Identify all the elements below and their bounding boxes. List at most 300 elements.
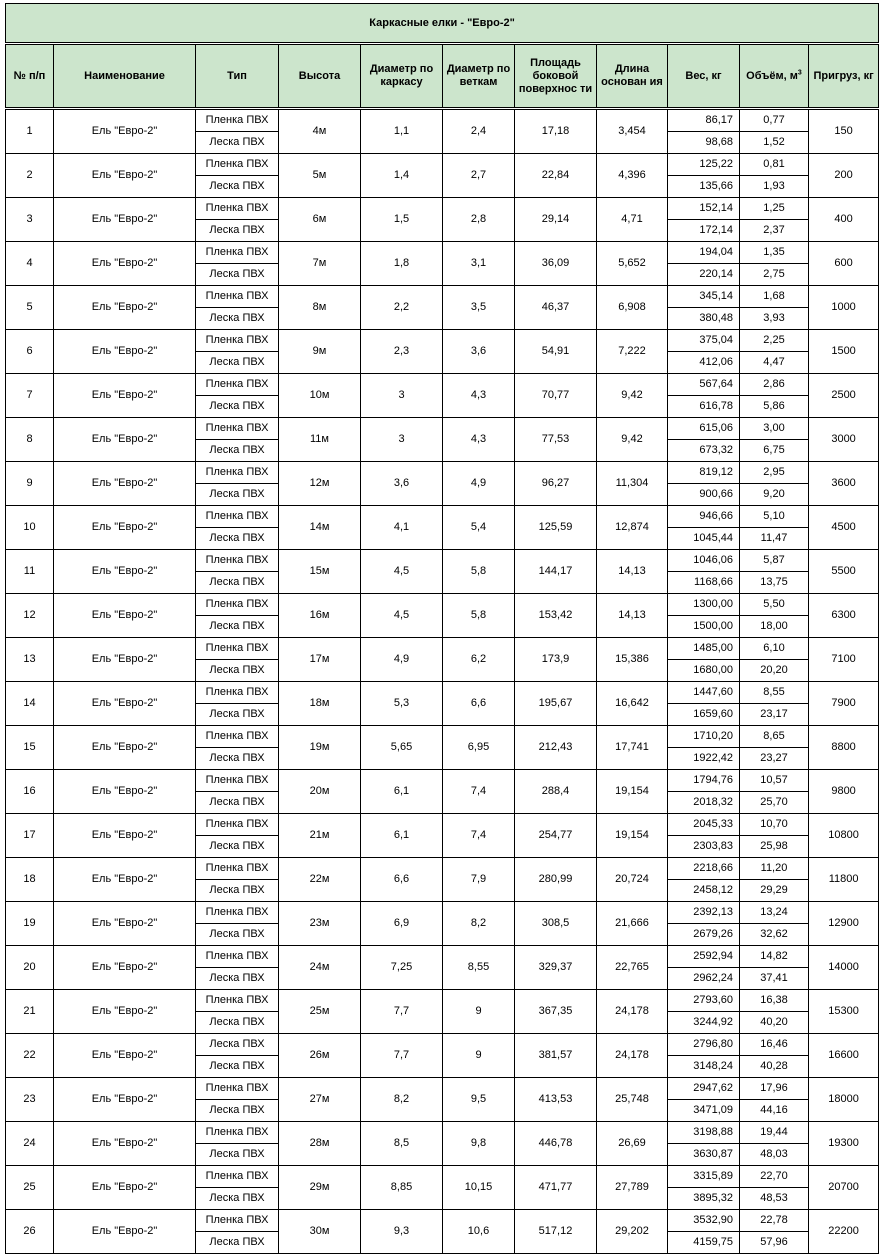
row-name: Ель "Евро-2" [54,726,196,770]
row-diameter-frame: 3 [361,374,443,418]
row-area: 254,77 [515,814,597,858]
row-height: 12м [279,462,361,506]
row-volume-film: 5,50 [740,594,809,616]
row-type-film: Пленка ПВХ [196,594,279,616]
row-height: 17м [279,638,361,682]
row-type-line: Леска ПВХ [196,528,279,550]
row-weight-line: 1045,44 [668,528,740,550]
row-base-length: 25,748 [597,1078,668,1122]
row-load: 600 [809,242,879,286]
row-type-film: Пленка ПВХ [196,1122,279,1144]
table-row [6,286,879,308]
row-diameter-branches: 8,2 [443,902,515,946]
row-area: 212,43 [515,726,597,770]
row-number: 5 [6,286,54,330]
row-weight-line: 3895,32 [668,1188,740,1210]
header-volume [740,45,809,108]
row-volume-line: 23,27 [740,748,809,770]
row-type-line: Леска ПВХ [196,572,279,594]
row-type-film: Пленка ПВХ [196,418,279,440]
row-name: Ель "Евро-2" [54,946,196,990]
row-name: Ель "Евро-2" [54,1034,196,1078]
header-area: Площадь боковой поверхнос ти [515,45,597,108]
row-diameter-branches: 10,6 [443,1210,515,1254]
row-height: 4м [279,110,361,154]
row-number: 11 [6,550,54,594]
table-body [6,110,879,1254]
row-diameter-branches: 4,9 [443,462,515,506]
row-weight-line: 1680,00 [668,660,740,682]
row-diameter-frame: 7,7 [361,1034,443,1078]
row-diameter-branches: 9 [443,1034,515,1078]
table-row [6,374,879,396]
row-weight-film: 194,04 [668,242,740,264]
row-diameter-branches: 10,15 [443,1166,515,1210]
row-name: Ель "Евро-2" [54,902,196,946]
row-type-line: Леска ПВХ [196,836,279,858]
row-type-film: Пленка ПВХ [196,242,279,264]
row-name: Ель "Евро-2" [54,682,196,726]
row-volume-film: 8,65 [740,726,809,748]
row-number: 18 [6,858,54,902]
row-volume-line: 3,93 [740,308,809,330]
row-name: Ель "Евро-2" [54,1078,196,1122]
row-area: 144,17 [515,550,597,594]
row-type-film: Пленка ПВХ [196,946,279,968]
row-number: 22 [6,1034,54,1078]
row-volume-film: 5,87 [740,550,809,572]
row-type-line: Леска ПВХ [196,792,279,814]
row-diameter-frame: 4,5 [361,550,443,594]
row-number: 3 [6,198,54,242]
row-weight-film: 2796,80 [668,1034,740,1056]
table-row [6,594,879,616]
row-type-line: Леска ПВХ [196,308,279,330]
row-area: 367,35 [515,990,597,1034]
row-base-length: 21,666 [597,902,668,946]
row-number: 19 [6,902,54,946]
row-weight-film: 1485,00 [668,638,740,660]
row-number: 20 [6,946,54,990]
row-area: 381,57 [515,1034,597,1078]
row-weight-film: 375,04 [668,330,740,352]
table-row [6,770,879,792]
header-volume-sup: 3 [797,68,802,76]
row-volume-line: 4,47 [740,352,809,374]
spec-table [5,3,879,1254]
row-weight-line: 3630,87 [668,1144,740,1166]
table-row [6,858,879,880]
row-weight-film: 3315,89 [668,1166,740,1188]
row-base-length: 4,396 [597,154,668,198]
row-type-film: Пленка ПВХ [196,462,279,484]
row-number: 14 [6,682,54,726]
row-diameter-branches: 6,6 [443,682,515,726]
table-row [6,682,879,704]
row-weight-film: 1300,00 [668,594,740,616]
row-type-line: Леска ПВХ [196,1188,279,1210]
row-load: 6300 [809,594,879,638]
row-volume-line: 29,29 [740,880,809,902]
row-height: 23м [279,902,361,946]
row-type-film: Пленка ПВХ [196,506,279,528]
row-weight-film: 3532,90 [668,1210,740,1232]
row-area: 77,53 [515,418,597,462]
row-height: 22м [279,858,361,902]
row-volume-line: 40,28 [740,1056,809,1078]
row-name: Ель "Евро-2" [54,550,196,594]
row-weight-film: 946,66 [668,506,740,528]
row-height: 19м [279,726,361,770]
row-load: 10800 [809,814,879,858]
table-row [6,110,879,132]
row-volume-line: 48,53 [740,1188,809,1210]
row-diameter-frame: 7,25 [361,946,443,990]
row-number: 9 [6,462,54,506]
row-area: 54,91 [515,330,597,374]
row-type-film: Пленка ПВХ [196,154,279,176]
row-type-line: Леска ПВХ [196,1232,279,1254]
row-volume-line: 25,98 [740,836,809,858]
row-load: 2500 [809,374,879,418]
row-area: 96,27 [515,462,597,506]
row-number: 1 [6,110,54,154]
row-weight-line: 1659,60 [668,704,740,726]
row-diameter-branches: 5,8 [443,550,515,594]
row-weight-line: 3471,09 [668,1100,740,1122]
row-weight-line: 616,78 [668,396,740,418]
row-diameter-branches: 6,95 [443,726,515,770]
row-number: 8 [6,418,54,462]
row-base-length: 6,908 [597,286,668,330]
row-type-film: Пленка ПВХ [196,858,279,880]
row-load: 19300 [809,1122,879,1166]
row-diameter-branches: 9 [443,990,515,1034]
row-type-film: Леска ПВХ [196,1034,279,1056]
row-number: 10 [6,506,54,550]
row-load: 7900 [809,682,879,726]
row-weight-line: 135,66 [668,176,740,198]
row-diameter-frame: 6,6 [361,858,443,902]
row-volume-line: 37,41 [740,968,809,990]
row-height: 8м [279,286,361,330]
row-type-line: Леска ПВХ [196,968,279,990]
row-base-length: 9,42 [597,418,668,462]
row-weight-film: 125,22 [668,154,740,176]
row-diameter-frame: 5,65 [361,726,443,770]
row-area: 308,5 [515,902,597,946]
row-volume-line: 1,52 [740,132,809,154]
row-weight-film: 1046,06 [668,550,740,572]
row-name: Ель "Евро-2" [54,198,196,242]
row-type-line: Леска ПВХ [196,1100,279,1122]
row-load: 400 [809,198,879,242]
row-base-length: 24,178 [597,990,668,1034]
row-height: 27м [279,1078,361,1122]
row-area: 153,42 [515,594,597,638]
row-type-film: Пленка ПВХ [196,1078,279,1100]
row-base-length: 22,765 [597,946,668,990]
row-volume-line: 48,03 [740,1144,809,1166]
row-height: 10м [279,374,361,418]
row-height: 26м [279,1034,361,1078]
row-weight-line: 4159,75 [668,1232,740,1254]
row-volume-film: 0,81 [740,154,809,176]
row-name: Ель "Евро-2" [54,374,196,418]
table-row [6,1034,879,1056]
row-height: 24м [279,946,361,990]
row-weight-line: 3148,24 [668,1056,740,1078]
row-diameter-frame: 6,9 [361,902,443,946]
row-name: Ель "Евро-2" [54,110,196,154]
row-area: 29,14 [515,198,597,242]
row-height: 6м [279,198,361,242]
row-diameter-frame: 2,3 [361,330,443,374]
row-volume-film: 22,70 [740,1166,809,1188]
row-volume-film: 11,20 [740,858,809,880]
row-diameter-branches: 7,4 [443,770,515,814]
row-name: Ель "Евро-2" [54,858,196,902]
row-base-length: 15,386 [597,638,668,682]
row-load: 4500 [809,506,879,550]
row-weight-line: 220,14 [668,264,740,286]
row-weight-film: 819,12 [668,462,740,484]
row-volume-film: 6,10 [740,638,809,660]
row-height: 18м [279,682,361,726]
table-row [6,1122,879,1144]
row-load: 1000 [809,286,879,330]
row-diameter-frame: 8,85 [361,1166,443,1210]
row-weight-line: 2018,32 [668,792,740,814]
row-volume-film: 10,70 [740,814,809,836]
table-row [6,946,879,968]
row-base-length: 14,13 [597,594,668,638]
row-volume-line: 25,70 [740,792,809,814]
row-diameter-frame: 4,1 [361,506,443,550]
row-load: 5500 [809,550,879,594]
table-row [6,1166,879,1188]
row-base-length: 20,724 [597,858,668,902]
header-load: Пригруз, кг [809,45,879,108]
row-name: Ель "Евро-2" [54,594,196,638]
table-row [6,814,879,836]
row-volume-line: 44,16 [740,1100,809,1122]
row-number: 26 [6,1210,54,1254]
row-volume-line: 1,93 [740,176,809,198]
row-base-length: 5,652 [597,242,668,286]
row-base-length: 12,874 [597,506,668,550]
row-base-length: 19,154 [597,814,668,858]
table-row [6,330,879,352]
row-base-length: 7,222 [597,330,668,374]
row-volume-film: 2,25 [740,330,809,352]
row-diameter-branches: 3,5 [443,286,515,330]
row-base-length: 26,69 [597,1122,668,1166]
header-volume-label: Объём, м [746,69,798,82]
row-name: Ель "Евро-2" [54,990,196,1034]
row-weight-line: 98,68 [668,132,740,154]
row-volume-line: 32,62 [740,924,809,946]
row-load: 22200 [809,1210,879,1254]
row-area: 125,59 [515,506,597,550]
row-name: Ель "Евро-2" [54,286,196,330]
row-number: 2 [6,154,54,198]
row-type-film: Пленка ПВХ [196,286,279,308]
row-type-line: Леска ПВХ [196,264,279,286]
row-volume-line: 18,00 [740,616,809,638]
row-diameter-branches: 9,8 [443,1122,515,1166]
row-type-film: Пленка ПВХ [196,902,279,924]
row-height: 16м [279,594,361,638]
row-type-line: Леска ПВХ [196,440,279,462]
row-type-line: Леска ПВХ [196,352,279,374]
row-weight-film: 567,64 [668,374,740,396]
header-height: Высота [279,45,361,108]
row-volume-line: 9,20 [740,484,809,506]
row-base-length: 19,154 [597,770,668,814]
row-type-line: Леска ПВХ [196,1056,279,1078]
table-row [6,638,879,660]
row-diameter-frame: 9,3 [361,1210,443,1254]
row-weight-film: 1710,20 [668,726,740,748]
row-weight-film: 1447,60 [668,682,740,704]
row-weight-line: 900,66 [668,484,740,506]
row-volume-film: 16,38 [740,990,809,1012]
row-volume-film: 3,00 [740,418,809,440]
row-volume-line: 20,20 [740,660,809,682]
row-diameter-branches: 6,2 [443,638,515,682]
row-volume-film: 8,55 [740,682,809,704]
row-load: 14000 [809,946,879,990]
row-weight-film: 2592,94 [668,946,740,968]
row-load: 15300 [809,990,879,1034]
row-diameter-frame: 3 [361,418,443,462]
row-height: 25м [279,990,361,1034]
spec-table-wrapper [5,3,878,1254]
row-weight-film: 345,14 [668,286,740,308]
row-volume-film: 5,10 [740,506,809,528]
row-base-length: 14,13 [597,550,668,594]
row-diameter-branches: 4,3 [443,418,515,462]
row-name: Ель "Евро-2" [54,770,196,814]
row-name: Ель "Евро-2" [54,814,196,858]
row-area: 36,09 [515,242,597,286]
row-load: 16600 [809,1034,879,1078]
row-volume-line: 23,17 [740,704,809,726]
row-load: 20700 [809,1166,879,1210]
row-diameter-frame: 3,6 [361,462,443,506]
row-name: Ель "Евро-2" [54,1210,196,1254]
row-type-line: Леска ПВХ [196,484,279,506]
row-number: 25 [6,1166,54,1210]
row-type-film: Пленка ПВХ [196,682,279,704]
row-volume-line: 40,20 [740,1012,809,1034]
row-type-line: Леска ПВХ [196,220,279,242]
row-name: Ель "Евро-2" [54,638,196,682]
row-volume-line: 11,47 [740,528,809,550]
row-type-line: Леска ПВХ [196,132,279,154]
row-diameter-frame: 6,1 [361,814,443,858]
row-diameter-branches: 3,6 [443,330,515,374]
row-base-length: 29,202 [597,1210,668,1254]
row-weight-line: 2458,12 [668,880,740,902]
row-volume-film: 1,25 [740,198,809,220]
row-base-length: 11,304 [597,462,668,506]
table-row [6,506,879,528]
row-type-film: Пленка ПВХ [196,198,279,220]
row-load: 11800 [809,858,879,902]
row-weight-line: 1168,66 [668,572,740,594]
row-weight-line: 3244,92 [668,1012,740,1034]
row-diameter-frame: 8,2 [361,1078,443,1122]
row-diameter-frame: 1,5 [361,198,443,242]
row-weight-line: 1500,00 [668,616,740,638]
row-area: 280,99 [515,858,597,902]
row-height: 15м [279,550,361,594]
row-type-line: Леска ПВХ [196,704,279,726]
row-number: 7 [6,374,54,418]
row-type-film: Пленка ПВХ [196,374,279,396]
row-area: 70,77 [515,374,597,418]
row-type-line: Леска ПВХ [196,880,279,902]
row-load: 9800 [809,770,879,814]
row-volume-line: 2,75 [740,264,809,286]
row-type-film: Пленка ПВХ [196,550,279,572]
row-load: 3600 [809,462,879,506]
row-diameter-frame: 1,1 [361,110,443,154]
row-name: Ель "Евро-2" [54,418,196,462]
row-volume-film: 10,57 [740,770,809,792]
row-base-length: 27,789 [597,1166,668,1210]
row-number: 16 [6,770,54,814]
row-diameter-branches: 8,55 [443,946,515,990]
row-volume-line: 2,37 [740,220,809,242]
row-diameter-branches: 5,4 [443,506,515,550]
row-type-film: Пленка ПВХ [196,726,279,748]
row-area: 173,9 [515,638,597,682]
row-number: 17 [6,814,54,858]
row-diameter-branches: 7,9 [443,858,515,902]
row-base-length: 9,42 [597,374,668,418]
row-name: Ель "Евро-2" [54,462,196,506]
header-type: Тип [196,45,279,108]
row-type-line: Леска ПВХ [196,616,279,638]
row-name: Ель "Евро-2" [54,1122,196,1166]
row-type-film: Пленка ПВХ [196,1210,279,1232]
row-load: 200 [809,154,879,198]
row-area: 288,4 [515,770,597,814]
row-number: 21 [6,990,54,1034]
row-diameter-frame: 8,5 [361,1122,443,1166]
row-height: 7м [279,242,361,286]
row-type-line: Леска ПВХ [196,1144,279,1166]
row-area: 329,37 [515,946,597,990]
row-weight-line: 673,32 [668,440,740,462]
row-load: 1500 [809,330,879,374]
row-number: 15 [6,726,54,770]
row-weight-film: 1794,76 [668,770,740,792]
table-row [6,1078,879,1100]
row-diameter-frame: 4,5 [361,594,443,638]
row-type-line: Леска ПВХ [196,1012,279,1034]
table-row [6,154,879,176]
row-weight-film: 86,17 [668,110,740,132]
header-diameter-branches: Диаметр по веткам [443,45,515,108]
row-diameter-frame: 7,7 [361,990,443,1034]
row-load: 7100 [809,638,879,682]
row-volume-film: 14,82 [740,946,809,968]
table-row [6,726,879,748]
